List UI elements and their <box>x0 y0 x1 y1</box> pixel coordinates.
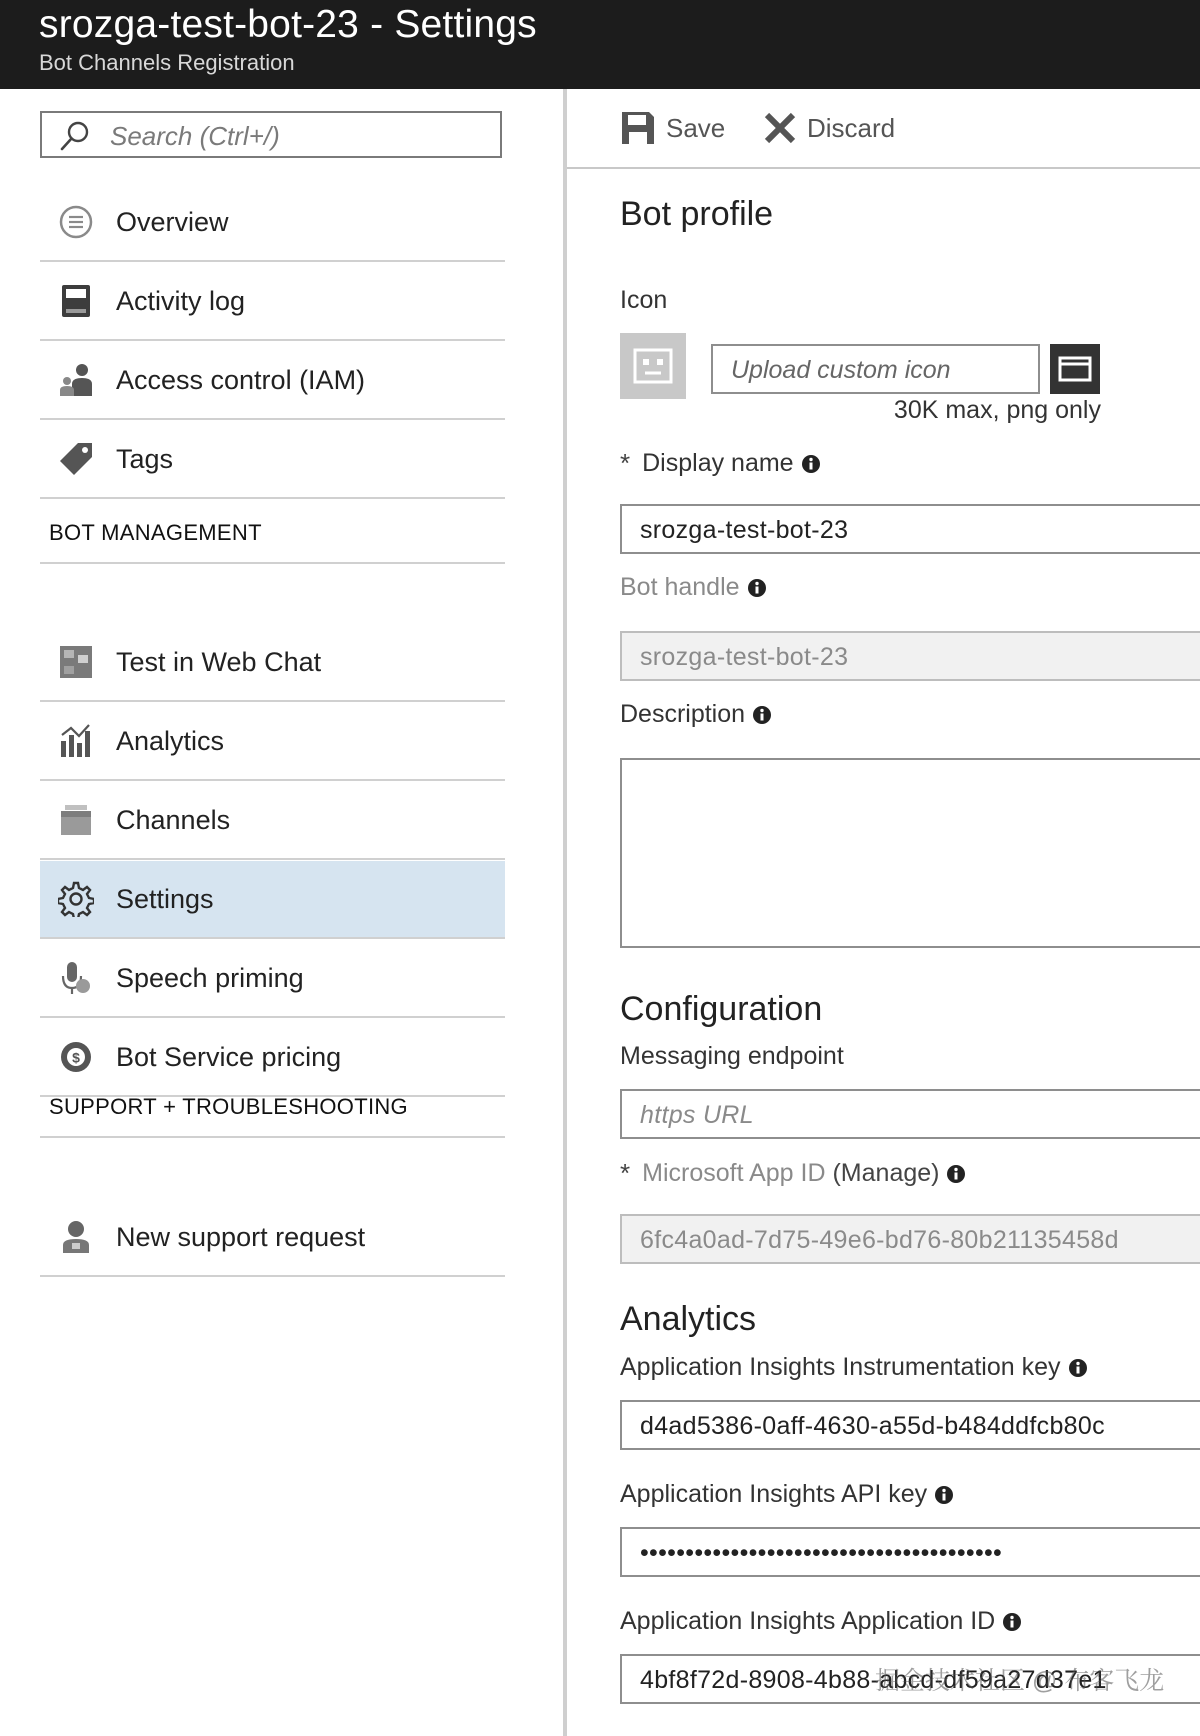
page-subtitle: Bot Channels Registration <box>39 50 295 75</box>
svg-text:$: $ <box>72 1049 80 1066</box>
section-title-configuration: Configuration <box>620 990 823 1028</box>
search-box[interactable] <box>40 111 502 158</box>
app-id-label: * Microsoft App ID (Manage) <box>620 1158 966 1189</box>
sidebar-item-label: Test in Web Chat <box>116 646 322 677</box>
sidebar-item-test-web-chat[interactable] <box>40 624 505 702</box>
gear-icon <box>56 879 96 919</box>
sidebar-item-label: Activity log <box>116 285 246 316</box>
instrumentation-key-field[interactable] <box>620 1400 1200 1450</box>
section-title-analytics: Analytics <box>620 1300 757 1338</box>
toolbar <box>567 89 1200 169</box>
pricing-icon <box>56 1037 96 1077</box>
info-icon[interactable] <box>934 1485 954 1505</box>
app-id-field <box>620 1214 1200 1264</box>
app-id-input <box>638 1221 1182 1259</box>
manage-link[interactable]: (Manage) <box>832 1159 940 1187</box>
messaging-endpoint-label: Messaging endpoint <box>620 1042 844 1070</box>
messaging-endpoint-input[interactable] <box>638 1096 1182 1134</box>
folder-icon <box>1058 355 1092 383</box>
save-button[interactable]: Save <box>620 107 725 149</box>
display-name-field[interactable] <box>620 504 1200 554</box>
sidebar-item-channels[interactable] <box>40 782 505 860</box>
discard-button[interactable]: Discard <box>763 107 895 149</box>
required-marker: * <box>620 1158 631 1188</box>
bot-handle-field <box>620 631 1200 681</box>
browse-button[interactable] <box>1050 344 1100 394</box>
info-icon[interactable] <box>752 705 772 725</box>
description-textarea[interactable] <box>634 768 1198 942</box>
section-heading-bot-management: BOT MANAGEMENT <box>40 520 505 564</box>
analytics-icon <box>56 721 96 761</box>
sidebar-item-label: Channels <box>116 804 231 835</box>
upload-icon-input[interactable] <box>729 351 1033 389</box>
messaging-endpoint-field[interactable] <box>620 1089 1200 1139</box>
bot-icon-preview <box>620 333 686 399</box>
sidebar-item-bot-service-pricing[interactable] <box>40 1019 505 1097</box>
api-key-input[interactable] <box>638 1534 1182 1572</box>
tag-icon <box>56 439 96 479</box>
settings-panel <box>567 89 1200 1736</box>
sidebar-item-label: New support request <box>116 1221 366 1252</box>
window-header <box>0 0 1200 89</box>
overview-icon <box>56 202 96 242</box>
activity-log-icon <box>56 281 96 321</box>
sidebar-item-analytics[interactable] <box>40 703 505 781</box>
info-icon[interactable] <box>1068 1358 1088 1378</box>
close-icon <box>763 111 797 145</box>
instrumentation-key-input[interactable] <box>638 1407 1182 1445</box>
sidebar-item-label: Analytics <box>116 725 225 756</box>
access-control-icon <box>56 360 96 400</box>
description-field[interactable] <box>620 758 1200 948</box>
api-key-label: Application Insights API key <box>620 1480 954 1509</box>
display-name-label: * Display name <box>620 448 821 479</box>
required-marker: * <box>620 448 631 478</box>
icon-label: Icon <box>620 286 668 314</box>
channels-icon <box>56 800 96 840</box>
search-input[interactable] <box>108 117 492 155</box>
info-icon[interactable] <box>946 1164 966 1184</box>
bot-face-icon <box>620 333 686 399</box>
display-name-input[interactable] <box>638 511 1182 549</box>
description-label: Description <box>620 700 772 729</box>
sidebar <box>0 89 563 1736</box>
sidebar-item-speech-priming[interactable] <box>40 940 505 1018</box>
section-heading-support: SUPPORT + TROUBLESHOOTING <box>40 1094 505 1138</box>
web-chat-icon <box>56 642 96 682</box>
support-request-icon <box>56 1217 96 1257</box>
sidebar-item-label: Bot Service pricing <box>116 1041 342 1072</box>
section-title-bot-profile: Bot profile <box>620 195 774 233</box>
sidebar-item-label: Speech priming <box>116 962 304 993</box>
upload-icon-field[interactable] <box>711 344 1040 394</box>
sidebar-item-settings[interactable] <box>40 861 505 939</box>
speech-priming-icon <box>56 958 96 998</box>
sidebar-item-label: Settings <box>116 883 214 914</box>
api-key-field[interactable] <box>620 1527 1200 1577</box>
sidebar-item-label: Tags <box>116 443 174 474</box>
bot-handle-label: Bot handle <box>620 573 767 602</box>
sidebar-item-label: Access control (IAM) <box>116 364 366 395</box>
page-title: srozga-test-bot-23 - Settings <box>39 3 537 46</box>
info-icon[interactable] <box>1002 1612 1022 1632</box>
sidebar-item-activity-log[interactable] <box>40 263 505 341</box>
info-icon[interactable] <box>801 454 821 474</box>
bot-handle-input <box>638 638 1182 676</box>
sidebar-item-overview[interactable] <box>40 184 505 262</box>
sidebar-item-tags[interactable] <box>40 421 505 499</box>
sidebar-item-access-control[interactable] <box>40 342 505 420</box>
save-icon <box>620 110 656 146</box>
search-icon <box>58 119 92 153</box>
application-id-label: Application Insights Application ID <box>620 1607 1022 1636</box>
info-icon[interactable] <box>747 578 767 598</box>
sidebar-item-new-support-request[interactable] <box>40 1199 505 1277</box>
upload-hint: 30K max, png only <box>893 396 1101 424</box>
watermark: 掘金技术社区 @ 布客飞龙 <box>875 1667 1165 1695</box>
instrumentation-key-label: Application Insights Instrumentation key <box>620 1353 1088 1382</box>
sidebar-item-label: Overview <box>116 206 229 237</box>
